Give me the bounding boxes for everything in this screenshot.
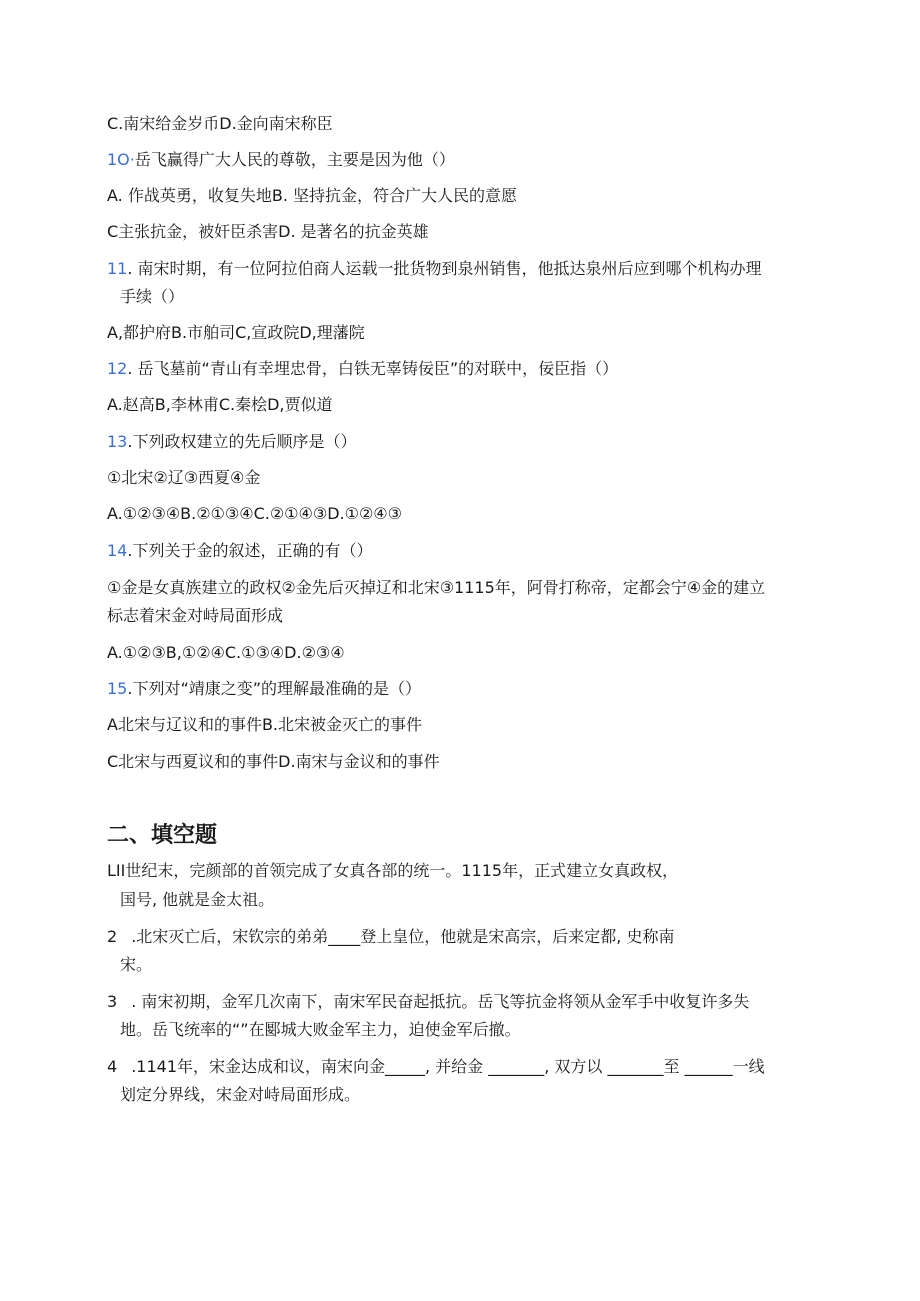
fill-1-continued: 国号, 他就是金太祖。 xyxy=(120,890,275,909)
q14-items-continued: 标志着宋金对峙局面形成 xyxy=(107,606,284,625)
question-15 xyxy=(107,678,421,700)
question-text: .下列对“靖康之变”的理解最准确的是（） xyxy=(127,679,422,698)
question-12 xyxy=(107,358,618,380)
q15-options-ab: A北宋与辽议和的事件B.北宋被金灭亡的事件 xyxy=(107,715,423,734)
question-11 xyxy=(107,258,762,280)
fill-text: .1141年，宋金达成和议，南宋向金_____, 并给金 _______, 双方以 _______至 ______一线 xyxy=(131,1057,765,1076)
question-text: . 南宋时期，有一位阿拉伯商人运载一批货物到泉州销售，他抵达泉州后应到哪个机构办理 xyxy=(127,259,762,278)
question-10 xyxy=(107,149,455,171)
section-heading: 二、填空题 xyxy=(107,823,218,848)
q15-options-cd: C北宋与西夏议和的事件D.南宋与金议和的事件 xyxy=(107,752,440,771)
q10-options-cd: C主张抗金，被奸臣杀害D. 是著名的抗金英雄 xyxy=(107,222,429,241)
fill-text: .北宋灭亡后，宋钦宗的弟弟____登上皇位，他就是宋高宗，后来定都, 史称南 xyxy=(131,927,675,946)
q14-options: A.①②③B,①②④C.①③④D.②③④ xyxy=(107,643,345,662)
question-number: 13 xyxy=(107,432,128,451)
fill-text: . 南宋初期，金军几次南下，南宋军民奋起抵抗。岳飞等抗金将领从金军手中收复许多失 xyxy=(131,992,750,1011)
question-11-continued: 手续（） xyxy=(120,287,185,306)
fill-3 xyxy=(107,991,749,1013)
q13-options: A.①②③④B.②①③④C.②①④③D.①②④③ xyxy=(107,504,402,523)
question-text: .下列政权建立的先后顺序是（） xyxy=(127,432,357,451)
question-number: 15 xyxy=(107,679,128,698)
q13-items: ①北宋②辽③西夏④金 xyxy=(107,468,261,487)
question-number: 14 xyxy=(107,541,128,560)
question-text: . 岳飞墓前“青山有幸埋忠骨，白铁无辜铸佞臣”的对联中，佞臣指（） xyxy=(127,359,619,378)
question-text: .下列关于金的叙述，正确的有（） xyxy=(127,541,373,560)
q12-options: A.赵高B,李林甫C.秦桧D,贾似道 xyxy=(107,395,333,414)
q11-options: A,都护府B.市舶司C,宣政院D,理藩院 xyxy=(107,323,365,342)
fill-number: 2 xyxy=(107,927,118,946)
fill-3-continued: 地。岳飞统率的“”在郾城大败金军主力，迫使金军后撤。 xyxy=(120,1020,521,1039)
question-13 xyxy=(107,431,356,453)
question-text: 岳飞赢得广大人民的尊敬，主要是因为他（） xyxy=(134,150,455,169)
question-number: 11 xyxy=(107,259,128,278)
fill-number: 4 xyxy=(107,1057,118,1076)
fill-2 xyxy=(107,926,674,948)
question-number: 12 xyxy=(107,359,128,378)
q10-options-ab: A. 作战英勇，收复失地B. 坚持抗金，符合广大人民的意愿 xyxy=(107,186,517,205)
fill-2-continued: 宋。 xyxy=(120,955,153,974)
question-14 xyxy=(107,540,372,562)
fill-1: LII世纪末，完颜部的首领完成了女真各部的统一。1115年，正式建立女真政权， xyxy=(107,861,679,880)
q14-items: ①金是女真族建立的政权②金先后灭掉辽和北宋③1115年，阿骨打称帝，定都会宁④金的建立 xyxy=(107,578,766,597)
fill-4 xyxy=(107,1056,765,1078)
fill-number: 3 xyxy=(107,992,118,1011)
q9-options-cd: C.南宋给金岁币D.金向南宋称臣 xyxy=(107,114,333,133)
fill-4-continued: 划定分界线，宋金对峙局面形成。 xyxy=(120,1085,361,1104)
question-number: 1O· xyxy=(107,150,135,169)
